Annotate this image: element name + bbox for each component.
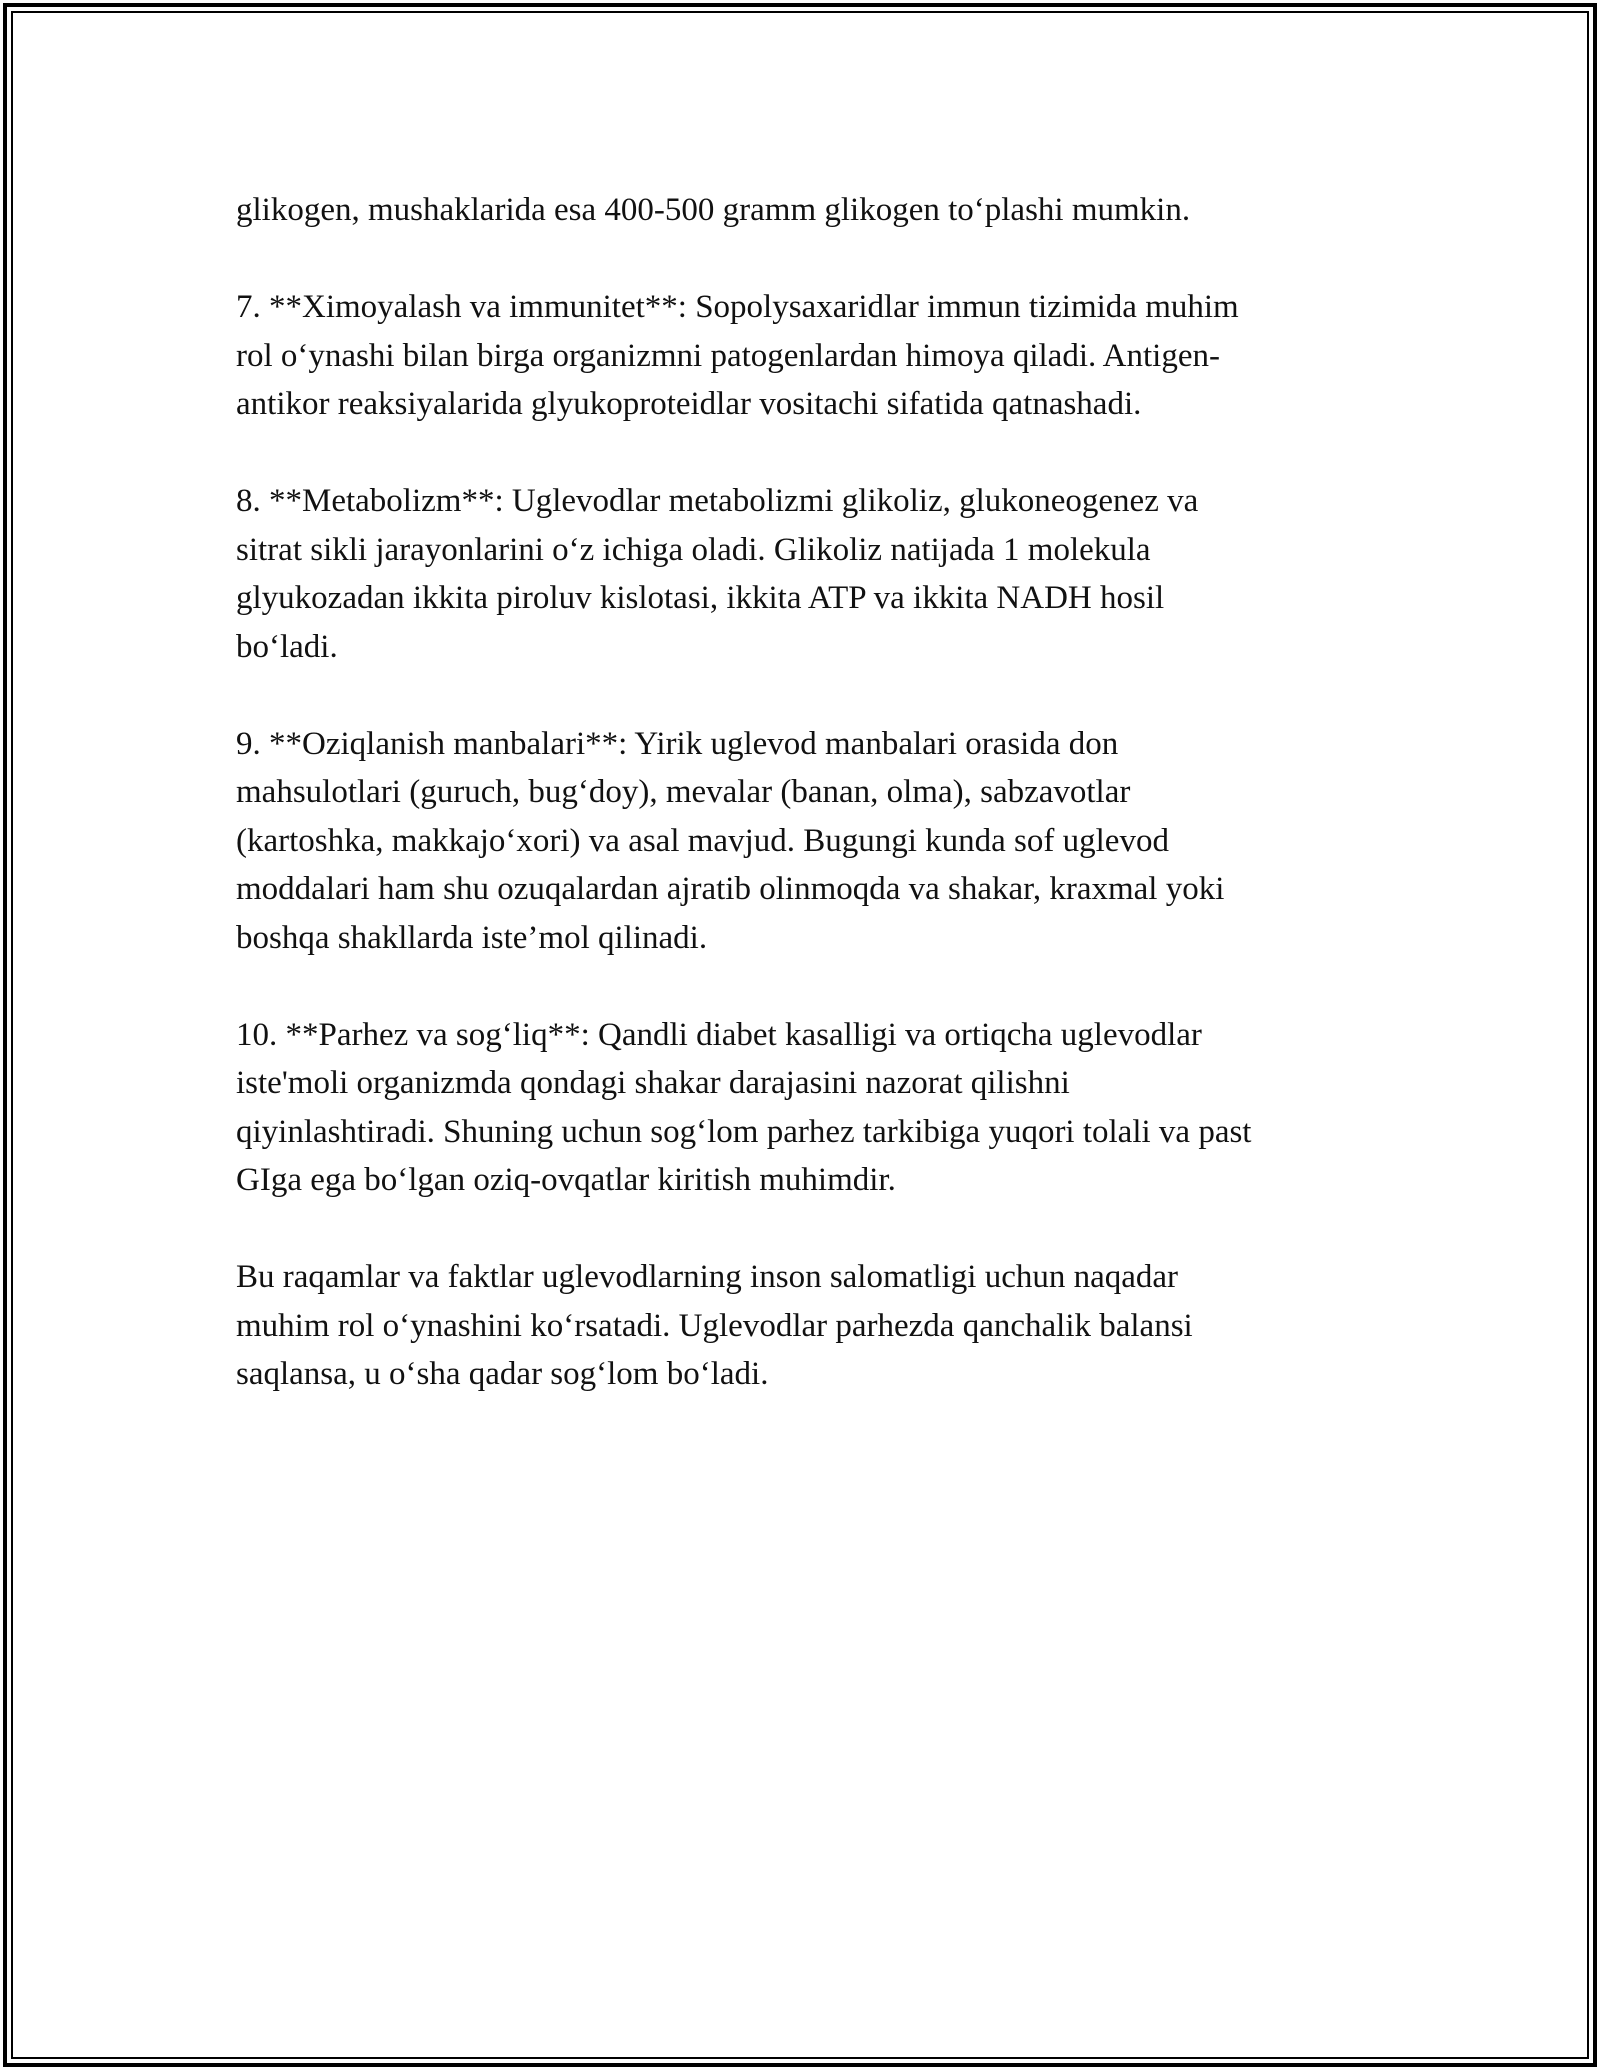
- text-line: 7. **Ximoyalash va immunitet**: Sopolysaxaridlar immun tizimida muhim: [236, 289, 1239, 325]
- text-line: qiyinlashtiradi. Shuning uchun sog‘lom parhez tarkibiga yuqori tolali va past: [236, 1113, 1252, 1150]
- text-line: bo‘ladi.: [236, 628, 338, 665]
- paragraph-item-9: [236, 720, 1386, 963]
- text-line: (kartoshka, makkajo‘xori) va asal mavjud. Bugungi kunda sof uglevod: [236, 822, 1169, 859]
- text-line: glyukozadan ikkita piroluv kislotasi, ikkita ATP va ikkita NADH hosil: [236, 580, 1165, 616]
- paragraph-item-8: [236, 477, 1386, 671]
- document-body: [236, 186, 1386, 1447]
- text-line: 8. **Metabolizm**: Uglevodlar metabolizmi glikoliz, glukoneogenez va: [236, 483, 1199, 519]
- text-line: moddalari ham shu ozuqalardan ajratib olinmoqda va shakar, kraxmal yoki: [236, 871, 1225, 907]
- paragraph-item-7: [236, 283, 1386, 429]
- text-line: antikor reaksiyalarida glyukoproteidlar vositachi sifatida qatnashadi.: [236, 386, 1142, 422]
- text-line: iste'moli organizmda qondagi shakar darajasini nazorat qilishni: [236, 1065, 1070, 1101]
- text-line: rol o‘ynashi bilan birga organizmni patogenlardan himoya qiladi. Antigen-: [236, 337, 1220, 374]
- text-line: 9. **Oziqlanish manbalari**: Yirik uglevod manbalari orasida don: [236, 725, 1119, 762]
- paragraph-continuation: [236, 186, 1386, 235]
- text-line: muhim rol o‘ynashini ko‘rsatadi. Uglevodlar parhezda qanchalik balansi: [236, 1307, 1193, 1344]
- paragraph-conclusion: [236, 1253, 1386, 1399]
- text-line: boshqa shakllarda iste’mol qilinadi.: [236, 919, 708, 956]
- text-line: sitrat sikli jarayonlarini o‘z ichiga oladi. Glikoliz natijada 1 molekula: [236, 531, 1151, 568]
- text-line: saqlansa, u o‘sha qadar sog‘lom bo‘ladi.: [236, 1356, 769, 1392]
- paragraph-item-10: [236, 1011, 1386, 1205]
- text-line: 10. **Parhez va sog‘liq**: Qandli diabet kasalligi va ortiqcha uglevodlar: [236, 1016, 1202, 1053]
- text-line: glikogen, mushaklarida esa 400-500 gramm glikogen to‘plashi mumkin.: [236, 192, 1191, 228]
- text-line: GIga ega bo‘lgan oziq-ovqatlar kiritish muhimdir.: [236, 1162, 896, 1198]
- text-line: Bu raqamlar va faktlar uglevodlarning inson salomatligi uchun naqadar: [236, 1259, 1179, 1295]
- text-line: mahsulotlari (guruch, bug‘doy), mevalar (banan, olma), sabzavotlar: [236, 774, 1131, 810]
